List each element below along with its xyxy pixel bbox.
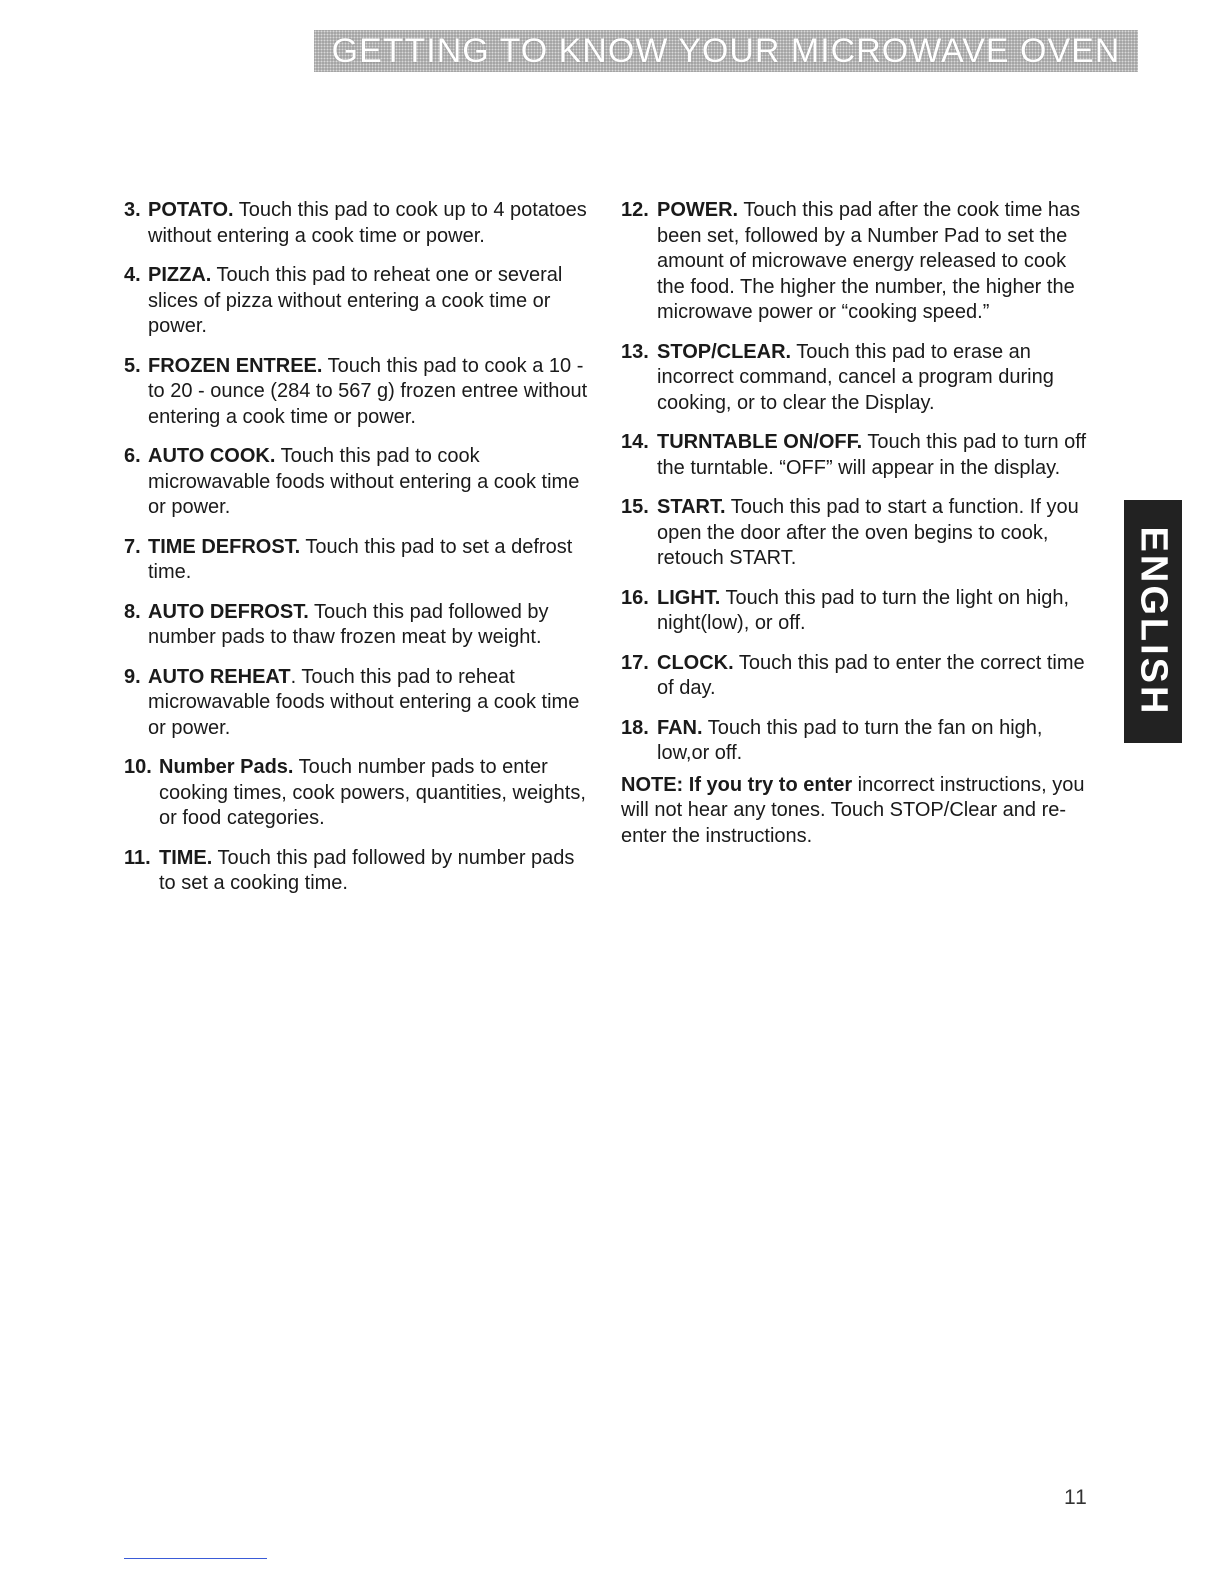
item-description: Touch this pad to erase an incorrect command, cancel a program during cooking, or to clear the Display. — [657, 340, 1054, 414]
item-number: 18. — [621, 716, 649, 739]
list-item — [621, 495, 1091, 572]
item-term: FROZEN ENTREE. — [148, 354, 323, 377]
item-number: 12. — [621, 199, 649, 221]
item-term: LIGHT. — [657, 586, 721, 609]
footer-rule — [124, 1558, 267, 1559]
item-description: Touch this pad to start a function. If you open the door after the oven begins to cook, retouch START. — [657, 496, 1079, 569]
item-description: Touch this pad to set a defrost time. — [148, 535, 573, 583]
item-term: FAN. — [657, 716, 703, 739]
item-term: TIME. — [159, 846, 213, 869]
list-item — [124, 263, 594, 340]
item-number: 15. — [621, 496, 649, 518]
item-number: 9. — [124, 665, 141, 688]
item-number: 14. — [621, 431, 649, 453]
item-number: 4. — [124, 264, 141, 286]
right-column — [621, 198, 1091, 849]
item-term: POWER. — [657, 199, 739, 221]
list-item — [124, 535, 594, 586]
item-description: Touch this pad followed by number pads to set a cooking time. — [159, 846, 575, 894]
item-term: AUTO DEFROST. — [148, 600, 309, 623]
left-column — [124, 198, 594, 911]
list-item — [621, 430, 1091, 481]
item-number: 6. — [124, 445, 141, 467]
item-number: 8. — [124, 600, 141, 623]
item-number: 17. — [621, 651, 649, 674]
item-number: 7. — [124, 535, 141, 558]
item-number: 16. — [621, 586, 649, 609]
item-description: Touch this pad to cook up to 4 potatoes without entering a cook time or power. — [148, 199, 587, 247]
list-item — [124, 198, 594, 249]
item-description: Touch this pad to turn the fan on high, low,or off. — [657, 716, 1043, 764]
list-item — [621, 198, 1091, 326]
item-term: POTATO. — [148, 199, 234, 221]
item-description: Touch this pad to turn the light on high, night(low), or off. — [657, 586, 1070, 634]
item-description: Touch this pad to cook microwavable foods without entering a cook time or power. — [148, 445, 580, 518]
item-term: TURNTABLE ON/OFF. — [657, 431, 863, 453]
item-description: Touch number pads to enter cooking times, cook powers, quantities, weights, or food categories. — [159, 756, 586, 829]
section-header-band — [314, 30, 1138, 72]
item-term: STOP/CLEAR. — [657, 340, 792, 363]
page-number: 11 — [1064, 1486, 1088, 1509]
item-description: . Touch this pad to reheat microwavable foods without entering a cook time or power. — [148, 665, 580, 739]
language-side-tab — [1124, 500, 1182, 743]
list-item — [621, 586, 1091, 637]
item-number: 10. — [124, 756, 152, 778]
item-number: 13. — [621, 340, 649, 363]
item-term: CLOCK. — [657, 651, 734, 674]
item-term: AUTO REHEAT — [148, 665, 291, 688]
list-item — [124, 755, 594, 832]
item-description: Touch this pad to turn off the turntable. “OFF” will appear in the display. — [657, 431, 1087, 479]
item-description: Touch this pad after the cook time has been set, followed by a Number Pad to set the amount of microwave energy released to cook the food. The higher the number, the higher the microwave power or “cooking speed.” — [657, 199, 1081, 323]
list-item — [124, 444, 594, 521]
item-term: TIME DEFROST. — [148, 535, 301, 558]
note-paragraph — [621, 773, 1091, 850]
list-item — [124, 600, 594, 651]
item-number: 5. — [124, 354, 141, 377]
list-item — [124, 846, 594, 897]
list-item — [124, 354, 594, 431]
language-label: ENGLISH — [1132, 526, 1175, 717]
item-term: Number Pads. — [159, 756, 294, 778]
list-item — [621, 716, 1091, 767]
item-description: Touch this pad to enter the correct time of day. — [657, 651, 1085, 699]
note-label: NOTE: If you try to enter — [621, 773, 853, 796]
item-term: START. — [657, 496, 726, 518]
section-title: GETTING TO KNOW YOUR MICROWAVE OVEN — [331, 31, 1121, 70]
item-description: Touch this pad to reheat one or several slices of pizza without entering a cook time or power. — [148, 264, 563, 337]
item-term: PIZZA. — [148, 264, 212, 286]
list-item — [621, 651, 1091, 702]
item-description: Touch this pad followed by number pads to thaw frozen meat by weight. — [148, 600, 549, 648]
list-item — [621, 340, 1091, 417]
item-description: Touch this pad to cook a 10 - to 20 - ounce (284 to 567 g) frozen entree without entering a cook time or power. — [148, 354, 588, 428]
note-text: incorrect instructions, you will not hear any tones. Touch STOP/Clear and re-enter the instructions. — [621, 773, 1085, 847]
item-number: 11. — [124, 846, 151, 869]
list-item — [124, 665, 594, 742]
item-term: AUTO COOK. — [148, 445, 276, 467]
item-number: 3. — [124, 199, 141, 221]
